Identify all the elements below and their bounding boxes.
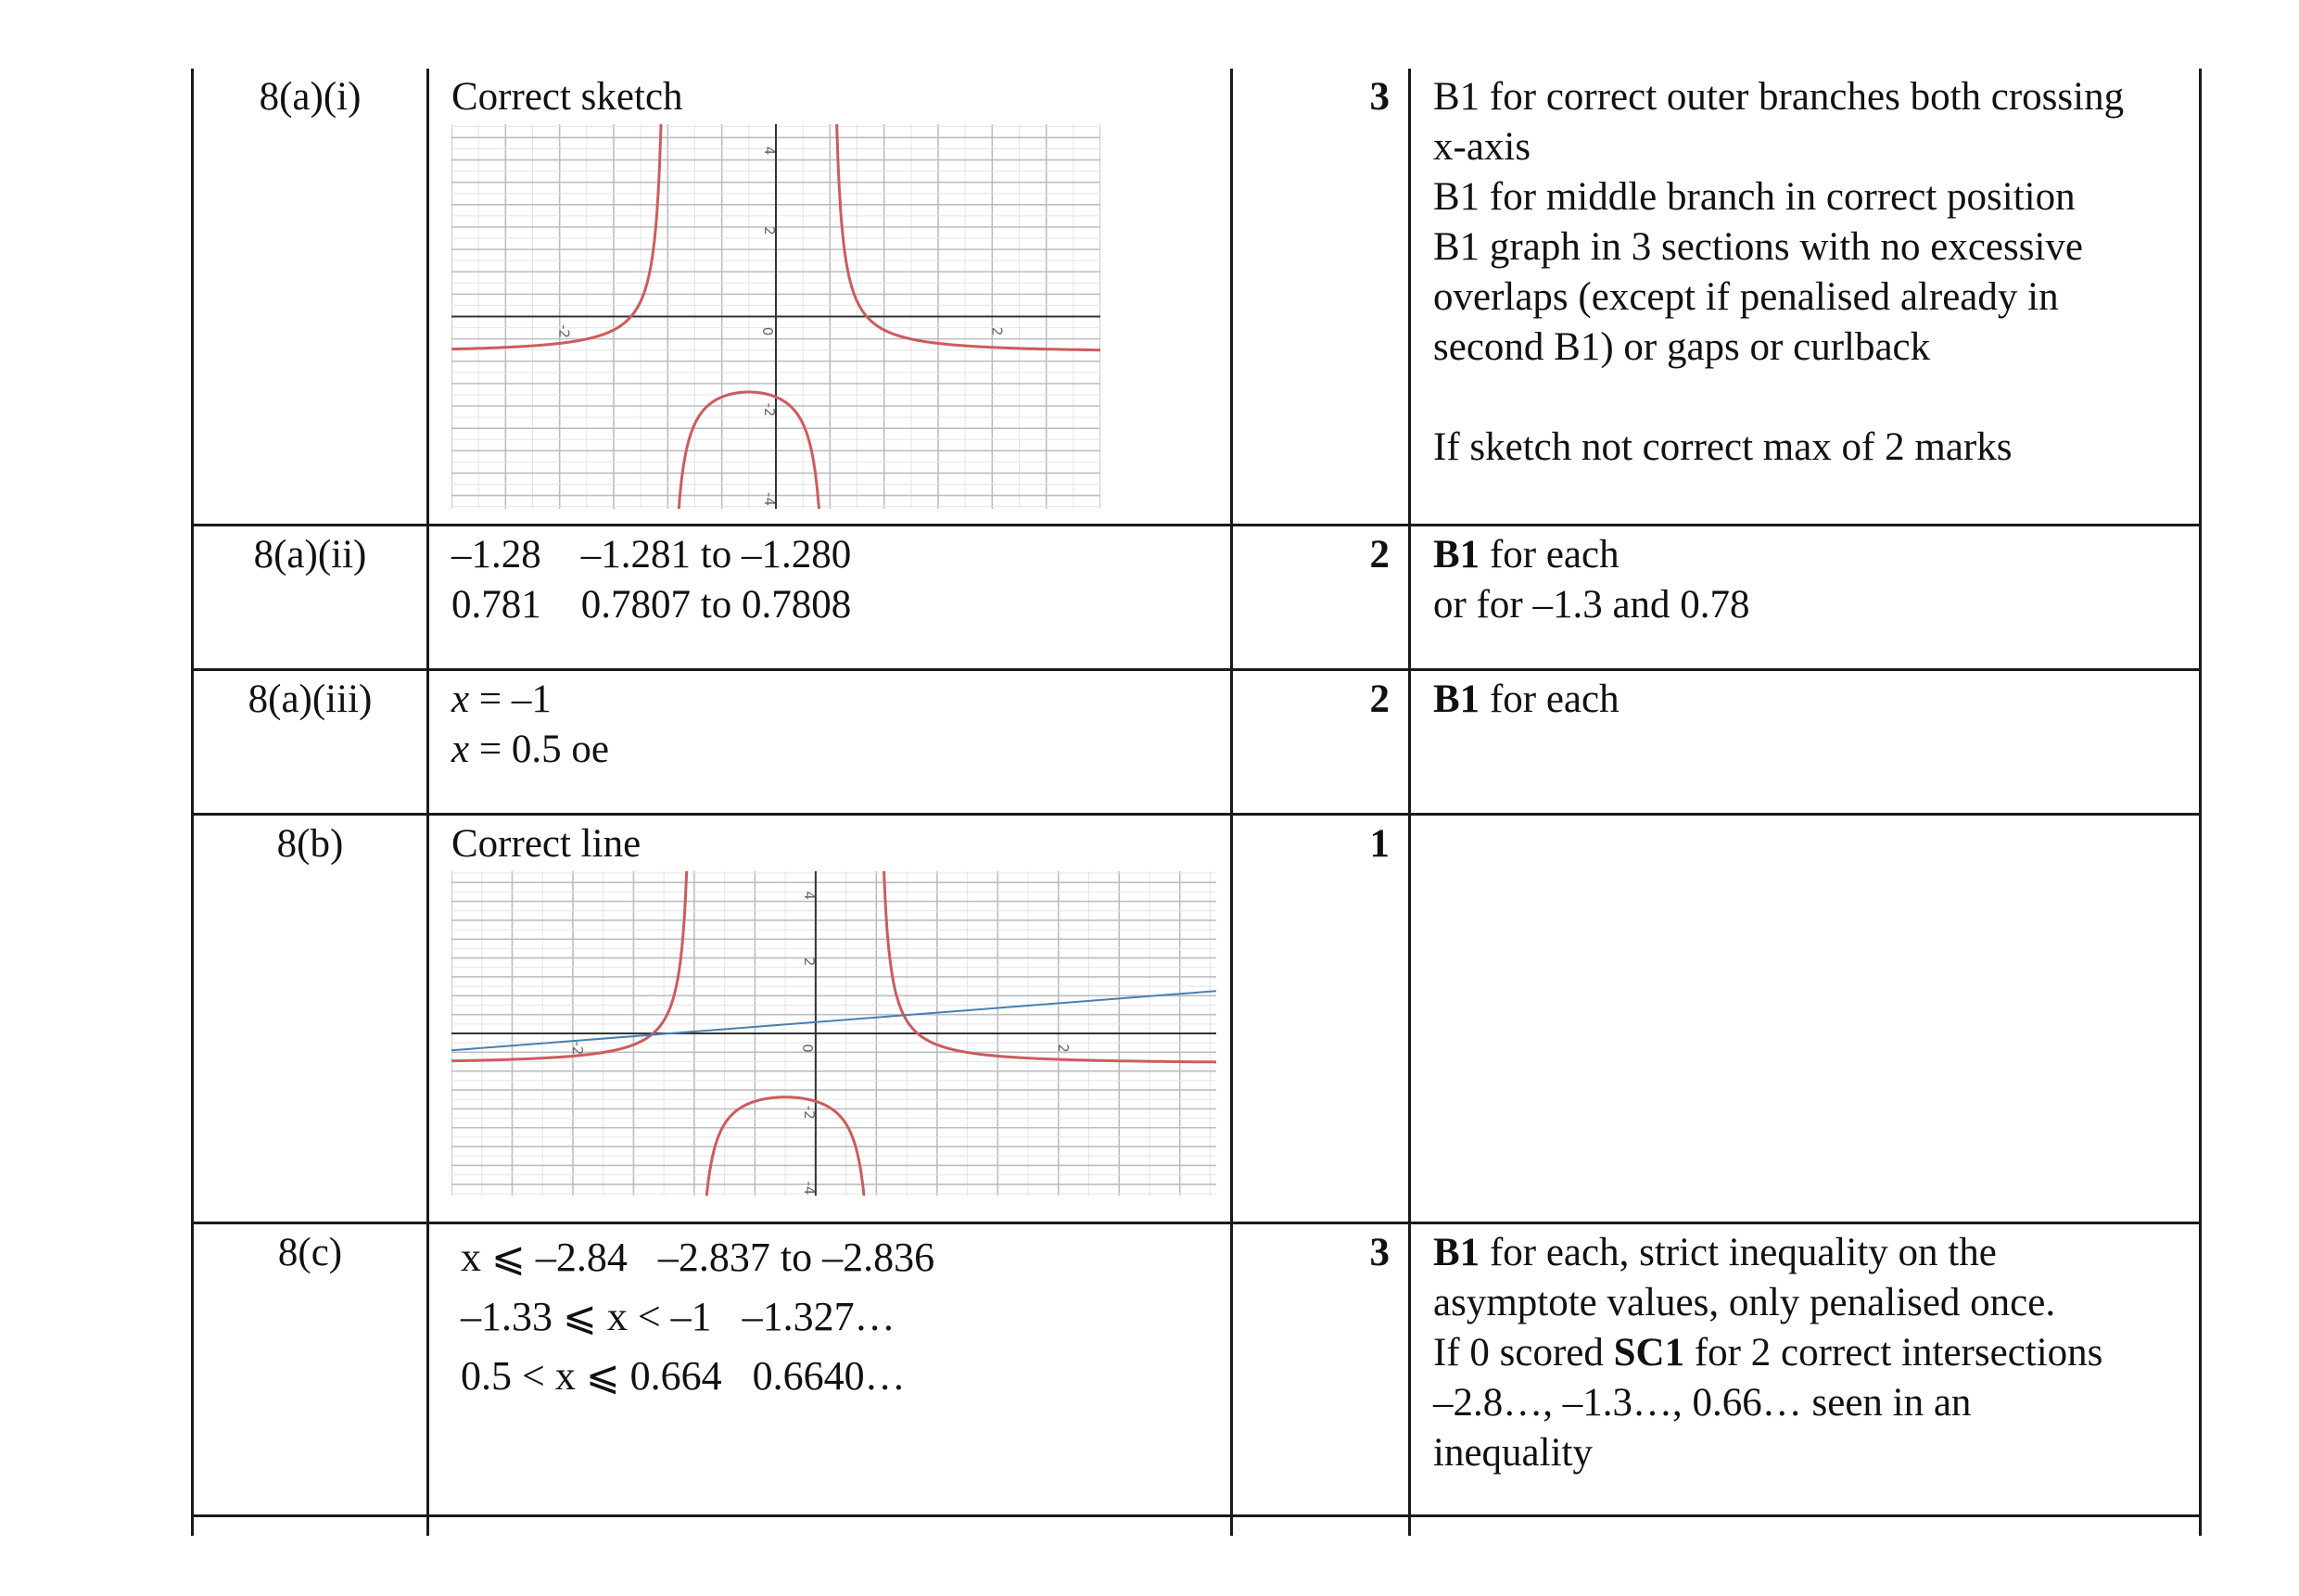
tick-label: -4 (761, 492, 778, 507)
guidance-text: for each, strict inequality on the (1480, 1230, 1997, 1274)
tick-label: 2 (800, 956, 818, 966)
tick-label: -2 (555, 324, 573, 338)
mark-code: B1 (1433, 1230, 1480, 1274)
tick-label: 4 (761, 146, 778, 156)
variable: x (451, 677, 470, 721)
guidance-line: –2.8…, –1.3…, 0.66… seen in an (1433, 1380, 1972, 1425)
question-number: 8(b) (193, 814, 428, 1222)
table-row-continuation (193, 1515, 2201, 1536)
curve-branch (451, 871, 687, 1061)
marks: 3 (1232, 1222, 1410, 1515)
straight-line (451, 991, 1216, 1050)
tick-label: 2 (988, 326, 1006, 336)
mark-scheme-table (191, 69, 2202, 1536)
guidance-text: for 2 correct intersections (1684, 1330, 2103, 1374)
mark-code: SC1 (1613, 1330, 1685, 1374)
guidance-text: If 0 scored (1433, 1330, 1614, 1374)
answer-line (451, 725, 1210, 775)
answer-line: –1.33 ⩽ x < –1 –1.327… (461, 1293, 895, 1339)
guidance-cell (1410, 669, 2201, 814)
answer-title: Correct sketch (451, 75, 683, 119)
answer-cell (428, 669, 1232, 814)
answer-line: x ⩽ –2.84 –2.837 to –2.836 (461, 1234, 935, 1280)
question-number: 8(a)(iii) (193, 669, 428, 814)
guidance-line: x-axis (1433, 125, 1531, 169)
answer-title: Correct line (451, 821, 641, 866)
answer-line: –1.28 –1.281 to –1.280 (451, 532, 852, 576)
guidance-line: or for –1.3 and 0.78 (1433, 582, 1750, 627)
guidance-spacer (1433, 373, 2190, 423)
tick-label: 2 (1054, 1043, 1072, 1053)
guidance-text: for each (1480, 677, 1619, 721)
mark-code: B1 (1433, 532, 1480, 576)
guidance-line (1433, 530, 2190, 580)
marks: 3 (1232, 69, 1410, 525)
tick-label: 4 (800, 890, 818, 900)
tick-label: 0 (759, 326, 776, 336)
answer-cell (428, 814, 1232, 1222)
guidance-cell (1410, 1222, 2201, 1515)
tick-label: -2 (761, 402, 778, 417)
tick-label: -2 (568, 1041, 586, 1055)
line-graph (451, 871, 1216, 1196)
marks: 2 (1232, 525, 1410, 669)
guidance-line: asymptote values, only penalised once. (1433, 1280, 2056, 1324)
answer-line: 0.5 < x ⩽ 0.664 0.6640… (461, 1352, 906, 1399)
answer-cell (428, 1222, 1232, 1515)
question-number: 8(c) (193, 1222, 428, 1515)
answer-value: = –1 (469, 677, 552, 721)
guidance-line: B1 graph in 3 sections with no excessive (1433, 225, 2084, 269)
question-number: 8(a)(i) (193, 69, 428, 525)
table-row (193, 669, 2201, 814)
guidance-cell (1410, 814, 2201, 1222)
guidance-line: overlaps (except if penalised already in (1433, 275, 2059, 319)
answer-line: 0.781 0.7807 to 0.7808 (451, 582, 852, 627)
table-row (193, 814, 2201, 1222)
tick-label: 2 (761, 226, 778, 235)
table-row (193, 1222, 2201, 1515)
mark-code: B1 (1433, 677, 1480, 721)
sketch-graph (451, 124, 1100, 509)
table-row (193, 525, 2201, 669)
guidance-line (1433, 675, 2190, 725)
curve-branch (451, 124, 661, 349)
guidance-line: inequality (1433, 1430, 1593, 1475)
answer-cell (428, 69, 1232, 525)
guidance-line (1433, 1228, 2190, 1278)
guidance-line (1433, 1328, 2190, 1378)
question-number: 8(a)(ii) (193, 525, 428, 669)
guidance-line: B1 for middle branch in correct position (1433, 175, 2076, 219)
answer-cell (428, 525, 1232, 669)
answer-value: = 0.5 oe (469, 727, 609, 771)
tick-label: 0 (798, 1043, 816, 1053)
tick-label: -2 (800, 1105, 818, 1120)
tick-label: -4 (800, 1180, 818, 1195)
guidance-line: B1 for correct outer branches both crossing (1433, 75, 2125, 119)
marks: 1 (1232, 814, 1410, 1222)
variable: x (451, 727, 470, 771)
answer-line (451, 675, 1210, 725)
guidance-line: second B1) or gaps or curlback (1433, 325, 1931, 369)
guidance-text: for each (1480, 532, 1619, 576)
guidance-line: If sketch not correct max of 2 marks (1433, 425, 2013, 469)
table-row (193, 69, 2201, 525)
guidance-cell (1410, 525, 2201, 669)
marks: 2 (1232, 669, 1410, 814)
guidance-cell (1410, 69, 2201, 525)
